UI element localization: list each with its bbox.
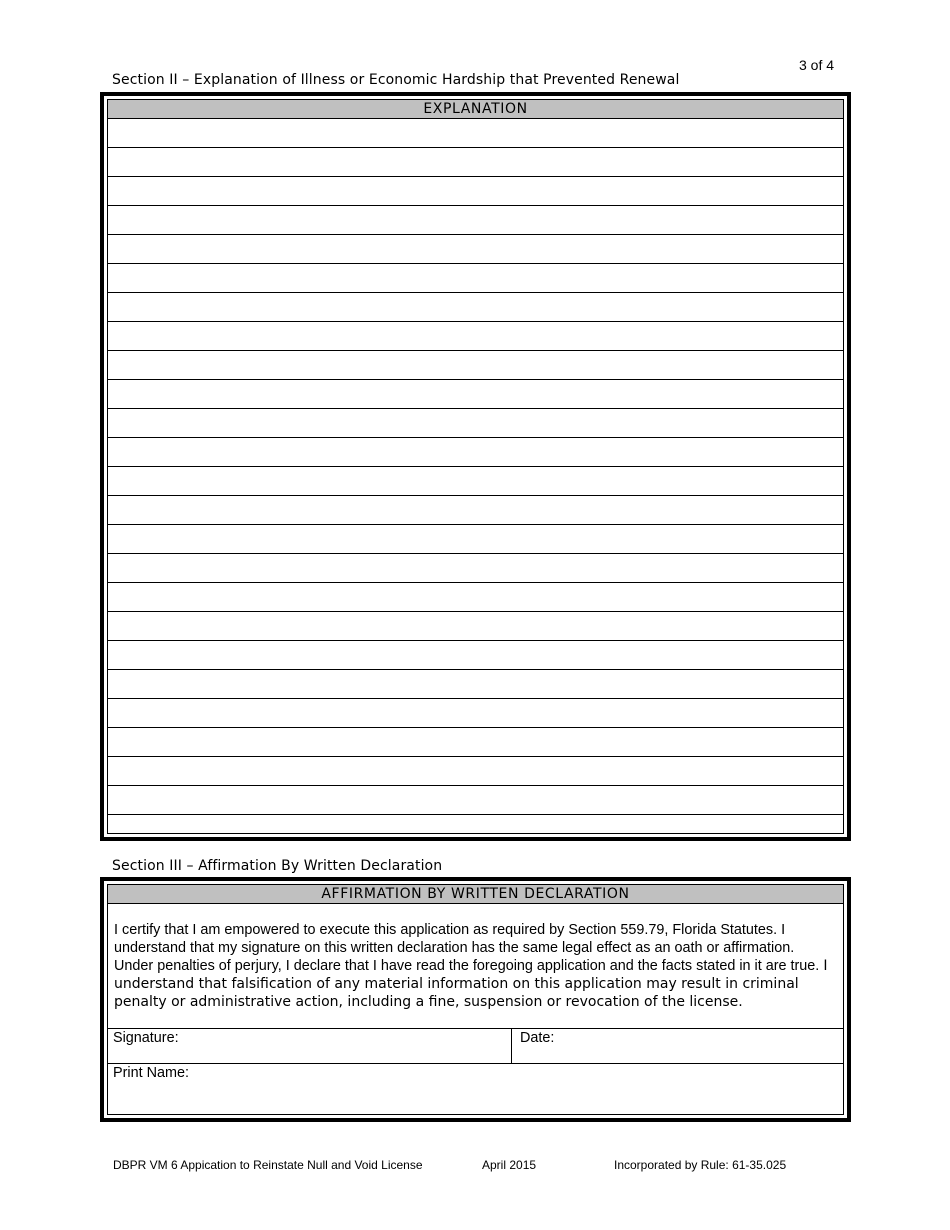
explanation-header: EXPLANATION [108,100,843,119]
date-label: Date: [520,1030,555,1046]
signature-row [108,1029,843,1064]
explanation-line[interactable] [108,496,843,525]
affirmation-box [100,877,851,1122]
explanation-line[interactable] [108,728,843,757]
footer-date: April 2015 [482,1158,537,1172]
explanation-line[interactable] [108,148,843,177]
explanation-line[interactable] [108,786,843,815]
explanation-line[interactable] [108,554,843,583]
print-name-label: Print Name: [113,1065,189,1081]
signature-label: Signature: [113,1030,179,1046]
explanation-line[interactable] [108,641,843,670]
affirmation-header: AFFIRMATION BY WRITTEN DECLARATION [108,885,843,904]
signature-field[interactable] [108,1029,512,1063]
explanation-line[interactable] [108,206,843,235]
affirmation-text-part2: I understand that falsification of any material information on this application may result in criminal penalty or administrative action, including a fine, suspension or revocation of the license. [114,958,828,1010]
explanation-line[interactable] [108,351,843,380]
explanation-line[interactable] [108,467,843,496]
page-number: 3 of 4 [799,57,835,73]
explanation-line[interactable] [108,177,843,206]
explanation-line[interactable] [108,525,843,554]
explanation-line[interactable] [108,380,843,409]
explanation-line[interactable] [108,264,843,293]
explanation-line[interactable] [108,409,843,438]
explanation-line[interactable] [108,293,843,322]
affirmation-text [108,904,843,1029]
affirmation-inner [107,884,844,1115]
print-name-field[interactable] [108,1064,843,1098]
explanation-line[interactable] [108,235,843,264]
section-2-title: Section II – Explanation of Illness or Economic Hardship that Prevented Renewal [112,72,680,88]
explanation-line[interactable] [108,583,843,612]
footer-form-name: DBPR VM 6 Appication to Reinstate Null and Void License [113,1158,423,1172]
footer-rule: Incorporated by Rule: 61-35.025 [614,1158,787,1172]
explanation-box [100,92,851,841]
explanation-line[interactable] [108,438,843,467]
explanation-line[interactable] [108,612,843,641]
explanation-line[interactable] [108,119,843,148]
affirmation-text-part1: I certify that I am empowered to execute this application as required by Section 559.79, Florida Statutes. I understand that my signature on this written declaration has the same legal effect as an oath or affirmation. Under penalties of perjury, I declare that I have read the foregoing application and the facts stated in it are true. [114,922,820,974]
explanation-inner [107,99,844,834]
explanation-line[interactable] [108,322,843,351]
explanation-line[interactable] [108,670,843,699]
date-field[interactable] [512,1029,843,1063]
section-3-title: Section III – Affirmation By Written Declaration [112,858,443,874]
explanation-line[interactable] [108,699,843,728]
explanation-line[interactable] [108,757,843,786]
explanation-lines [108,119,843,843]
explanation-line[interactable] [108,815,843,843]
